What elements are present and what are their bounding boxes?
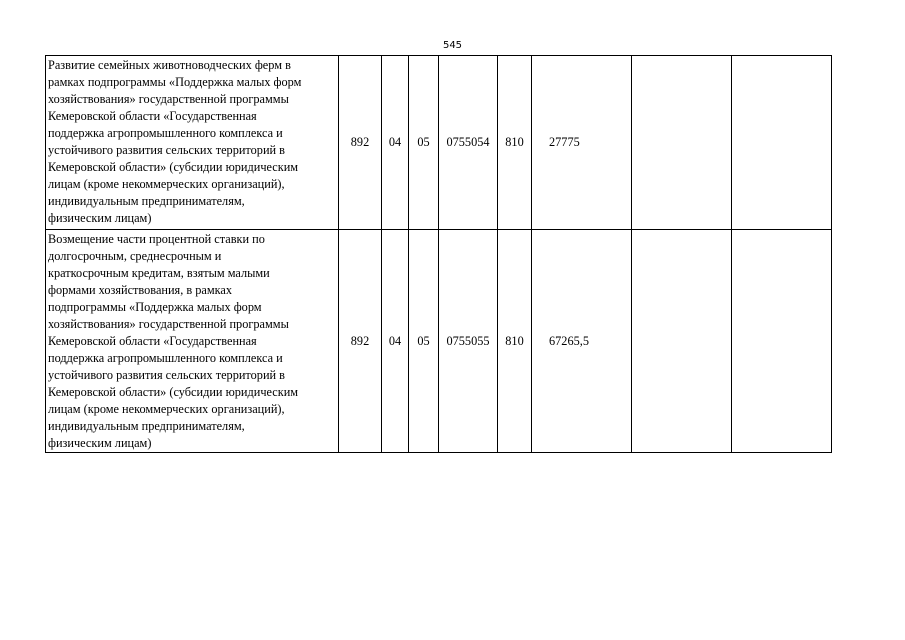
expense-description: Развитие семейных животноводческих ферм в рамках подпрограммы «Поддержка малых форм хозяйствования» государственной программы Кемеровской области «Государственная поддержка агропромышленного комплекса и устойчивого развития сельских территорий в Кемеровской области» (субсидии юридическим лицам (кроме некоммерческих организаций), индивидуальным предпринимателям, физическим лицам) xyxy=(46,56,339,230)
table-row xyxy=(46,56,832,230)
expense-description: Возмещение части процентной ставки по долгосрочным, среднесрочным и краткосрочным кредитам, взятым малыми формами хозяйствования, в рамках подпрограммы «Поддержка малых форм хозяйствования» государственной программы Кемеровской области «Государственная поддержка агропромышленного комплекса и устойчивого развития сельских территорий в Кемеровской области» (субсидии юридическим лицам (кроме некоммерческих организаций), индивидуальным предпринимателям, физическим лицам) xyxy=(46,230,339,453)
expense-type-code: 810 xyxy=(498,56,532,230)
table-row xyxy=(46,230,832,453)
subsection-code: 05 xyxy=(409,56,439,230)
budget-table xyxy=(45,55,832,453)
expense-type-code: 810 xyxy=(498,230,532,453)
empty-cell xyxy=(632,230,732,453)
ministry-code: 892 xyxy=(339,230,382,453)
target-article-code: 0755054 xyxy=(439,56,498,230)
ministry-code: 892 xyxy=(339,56,382,230)
section-code: 04 xyxy=(382,56,409,230)
empty-cell xyxy=(732,56,832,230)
empty-cell xyxy=(732,230,832,453)
page-number: 545 xyxy=(442,40,463,51)
empty-cell xyxy=(632,56,732,230)
section-code: 04 xyxy=(382,230,409,453)
subsection-code: 05 xyxy=(409,230,439,453)
target-article-code: 0755055 xyxy=(439,230,498,453)
amount-cell: 27775 xyxy=(532,56,632,230)
amount-cell: 67265,5 xyxy=(532,230,632,453)
